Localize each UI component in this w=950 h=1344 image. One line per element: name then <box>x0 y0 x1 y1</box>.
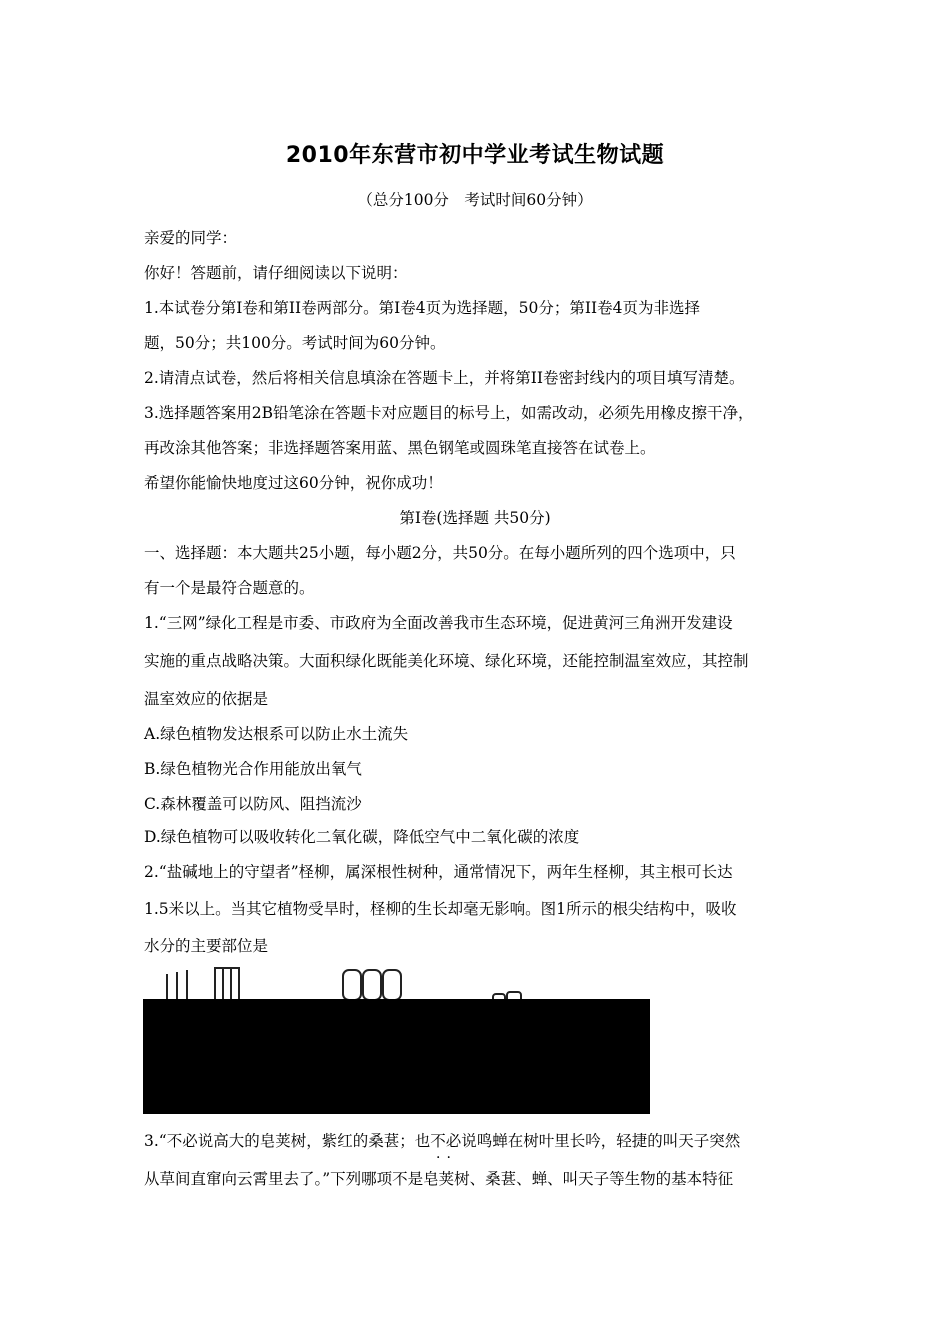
instruction-line: 2.请清点试卷，然后将相关信息填涂在答题卡上，并将第II卷密封线内的项目填写清楚。 <box>144 369 745 387</box>
section-intro-line: 有一个是最符合题意的。 <box>144 579 315 597</box>
greeting: 亲爱的同学： <box>144 229 238 247</box>
root-tip-drawing <box>143 966 650 1114</box>
question-1-option-a: A.绿色植物发达根系可以防止水土流失 <box>144 725 409 743</box>
question-1-option-d: D.绿色植物可以吸收转化二氧化碳，降低空气中二氧化碳的浓度 <box>144 828 580 846</box>
section-intro-line: 一、选择题：本大题共25小题，每小题2分，共50分。在每小题所列的四个选项中，只 <box>144 544 736 562</box>
exam-title: 2010年东营市初中学业考试生物试题 <box>285 143 665 168</box>
question-1-stem: 温室效应的依据是 <box>144 690 269 708</box>
wish-text: 希望你能愉快地度过这60分钟，祝你成功！ <box>144 474 443 492</box>
emphasis-marks: ·· <box>436 1150 457 1166</box>
question-1-option-b: B.绿色植物光合作用能放出氧气 <box>144 760 362 778</box>
instruction-line: 题，50分；共100分。考试时间为60分钟。 <box>144 334 446 352</box>
instruction-line: 3.选择题答案用2B铅笔涂在答题卡对应题目的标号上，如需改动，必须先用橡皮擦干净， <box>144 404 754 422</box>
question-1-stem: 1.“三网”绿化工程是市委、市政府为全面改善我市生态环境，促进黄河三角洲开发建设 <box>144 614 733 632</box>
question-3-stem: 从草间直窜向云霄里去了。”下列哪项不是皂荚树、桑葚、蝉、叫天子等生物的基本特征 <box>144 1170 734 1188</box>
exam-subtitle: （总分100分 考试时间60分钟） <box>357 191 593 209</box>
question-2-stem: 1.5米以上。当其它植物受旱时，柽柳的生长却毫无影响。图1所示的根尖结构中，吸收 <box>144 900 737 918</box>
instruction-line: 再改涂其他答案；非选择题答案用蓝、黑色钢笔或圆珠笔直接答在试卷上。 <box>144 439 656 457</box>
section-title: 第Ⅰ卷(选择题 共50分) <box>399 509 551 527</box>
question-1-option-c: C.森林覆盖可以防风、阻挡流沙 <box>144 795 362 813</box>
instruction-line: 1.本试卷分第Ⅰ卷和第II卷两部分。第Ⅰ卷4页为选择题，50分；第II卷4页为非选择 <box>144 299 700 317</box>
intro-text: 你好！答题前，请仔细阅读以下说明： <box>144 264 408 282</box>
question-1-stem: 实施的重点战略决策。大面积绿化既能美化环境、绿化环境，还能控制温室效应，其控制 <box>144 652 749 670</box>
root-tip-figure <box>143 966 650 1114</box>
question-2-stem: 水分的主要部位是 <box>144 937 269 955</box>
question-3-stem: 3.“不必说高大的皂荚树，紫红的桑葚；也不必说鸣蝉在树叶里长吟，轻捷的叫天子突然 <box>144 1132 741 1150</box>
question-2-stem: 2.“盐碱地上的守望者”柽柳，属深根性树种，通常情况下，两年生柽柳，其主根可长达 <box>144 863 733 881</box>
